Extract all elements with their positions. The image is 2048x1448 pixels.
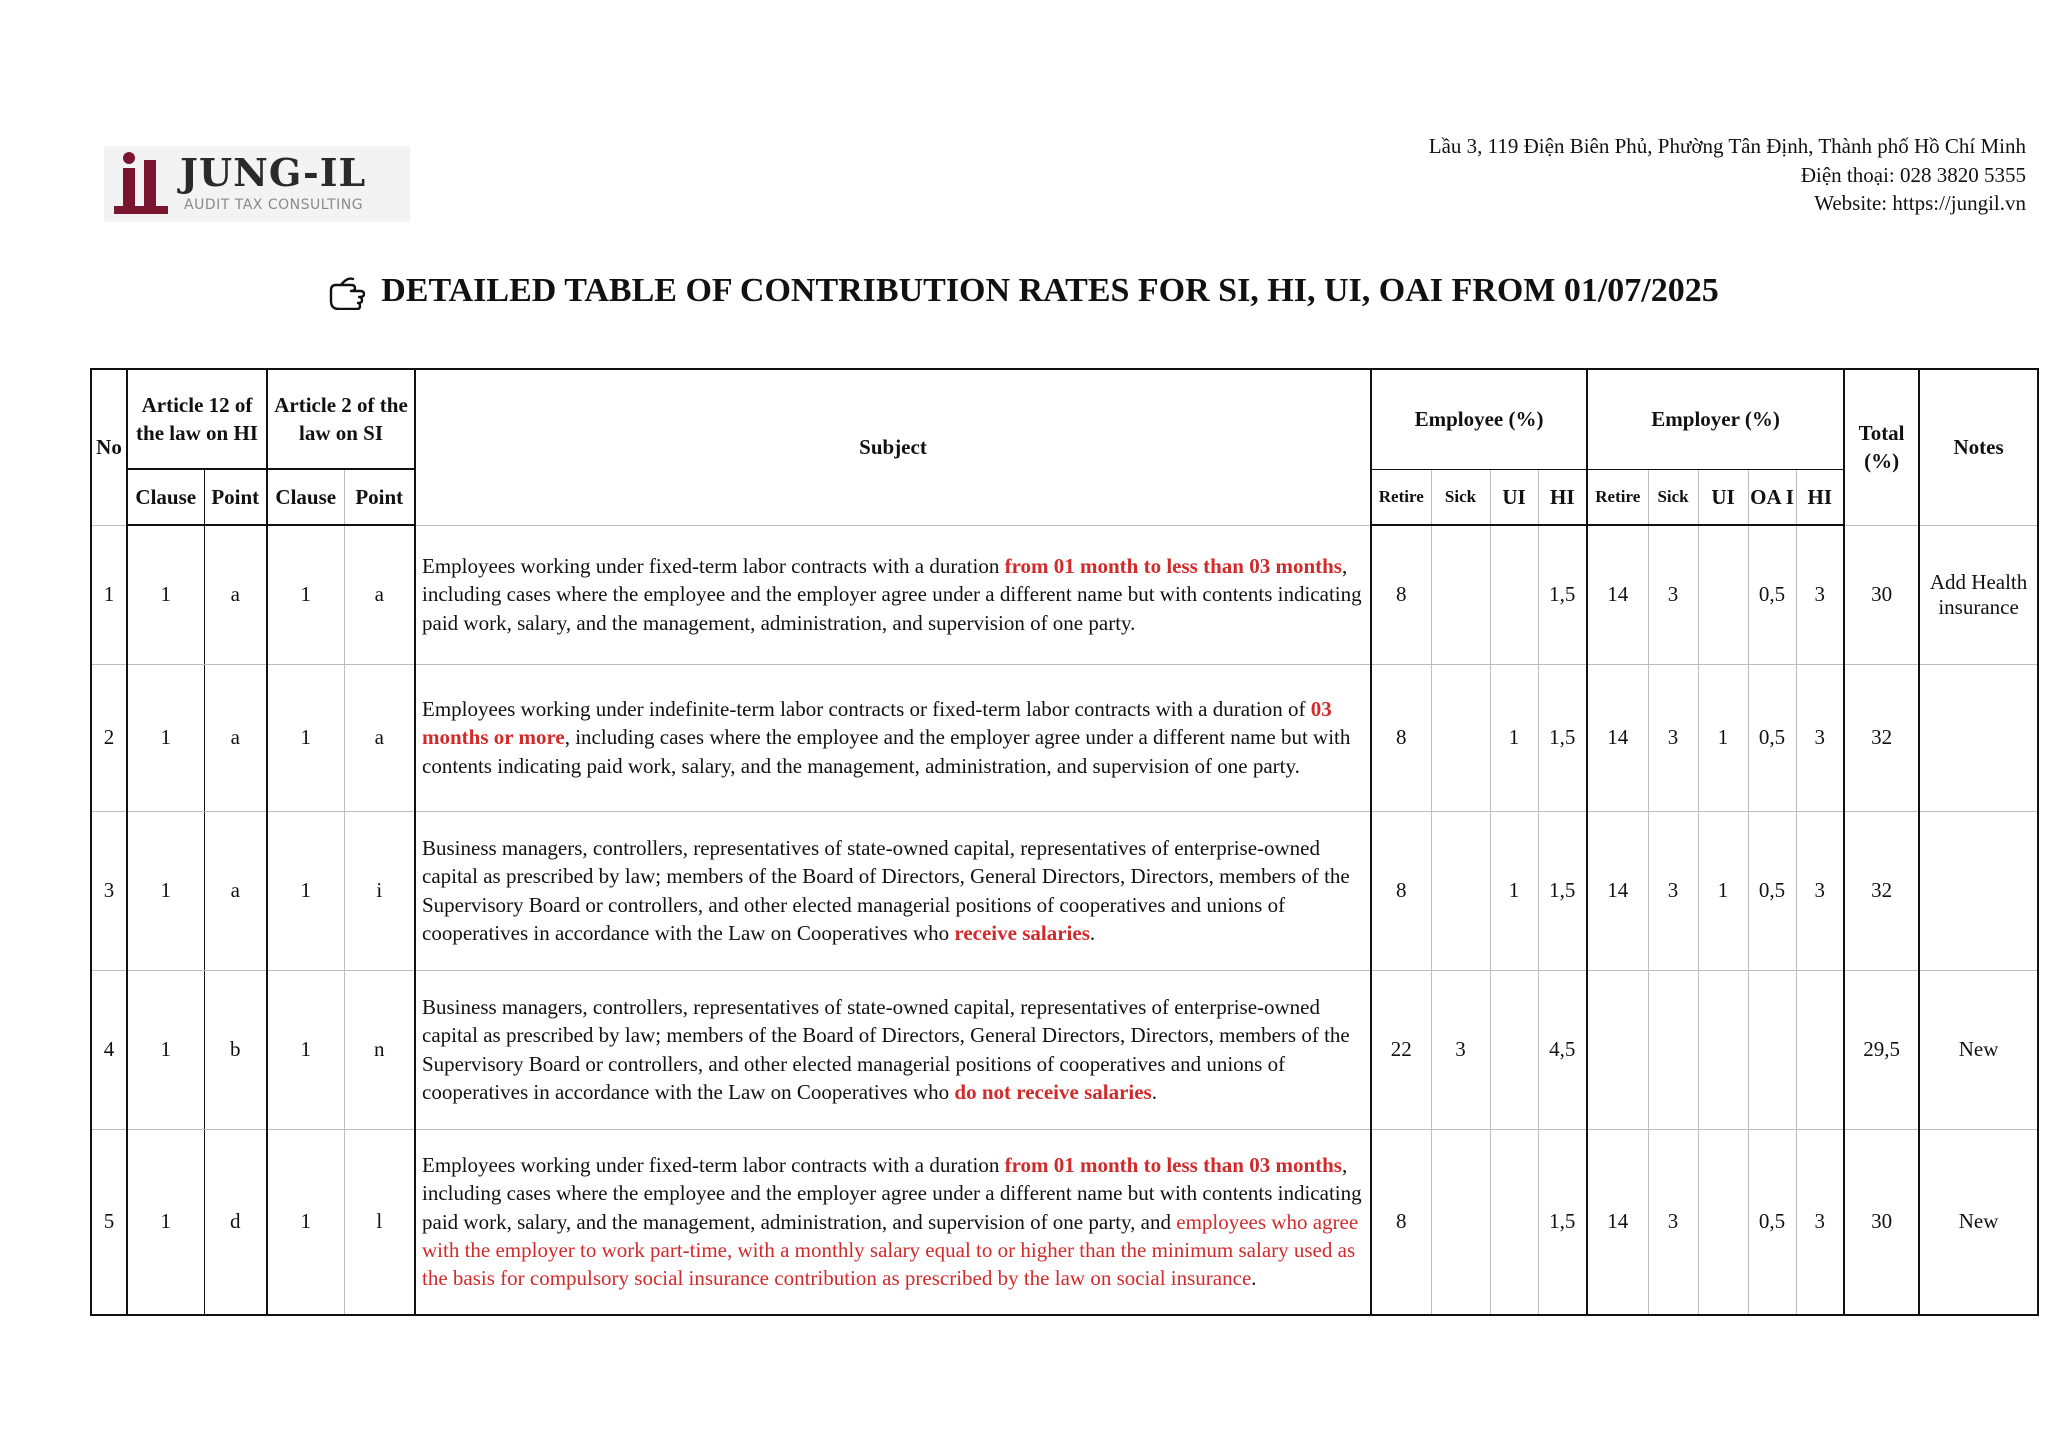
page-title-text: DETAILED TABLE OF CONTRIBUTION RATES FOR SI, HI, UI, OAI FROM 01/07/2025: [381, 272, 1719, 309]
cell-er-hi: 3: [1796, 664, 1844, 811]
cell-emp-hi: 4,5: [1538, 970, 1587, 1129]
cell-emp-hi: 1,5: [1538, 664, 1587, 811]
contact-block: [1429, 132, 2026, 218]
cell-notes: [1919, 664, 2038, 811]
cell-er-sick: 3: [1648, 525, 1698, 664]
header-emp-ui: UI: [1490, 469, 1538, 525]
table-row: [91, 970, 2038, 1129]
contribution-rates-table: [90, 368, 2039, 1316]
cell-subject: Employees working under indefinite-term labor contracts or fixed-term labor contracts with a duration of 03 months or more, including cases where the employee and the employer agree under a different name but with contents indicating paid work, salary, and the management, administration, and supervision of one party.: [415, 664, 1371, 811]
cell-emp-ui: [1490, 525, 1538, 664]
cell-hi-point: a: [204, 664, 267, 811]
cell-hi-clause: 1: [127, 811, 204, 970]
cell-si-point: n: [344, 970, 415, 1129]
header-article-si: Article 2 of the law on SI: [267, 369, 415, 469]
cell-notes: New: [1919, 970, 2038, 1129]
cell-total: 29,5: [1844, 970, 1919, 1129]
header-si-point: Point: [344, 469, 415, 525]
cell-hi-clause: 1: [127, 970, 204, 1129]
cell-si-point: i: [344, 811, 415, 970]
cell-subject: Employees working under fixed-term labor contracts with a duration from 01 month to less than 03 months, including cases where the employee and the employer agree under a different name but with contents indicating paid work, salary, and the management, administration, and supervision of one party, and employees who agree with the employer to work part-time, with a monthly salary equal to or higher than the minimum salary used as the basis for compulsory social insurance contribution as prescribed by the law on social insurance.: [415, 1129, 1371, 1315]
logo-name: JUNG-IL: [180, 150, 367, 195]
cell-si-point: l: [344, 1129, 415, 1315]
cell-er-ui: [1698, 525, 1748, 664]
cell-er-retire: 14: [1587, 811, 1648, 970]
cell-emp-hi: 1,5: [1538, 525, 1587, 664]
cell-er-ui: [1698, 1129, 1748, 1315]
cell-notes: [1919, 811, 2038, 970]
cell-si-clause: 1: [267, 525, 344, 664]
pointing-hand-icon: [329, 276, 369, 310]
cell-er-ui: 1: [1698, 811, 1748, 970]
page-title: [0, 266, 2048, 316]
table-row: [91, 664, 2038, 811]
header-er-oai: OA I: [1748, 469, 1796, 525]
header-no: No: [91, 369, 127, 525]
cell-emp-retire: 8: [1371, 1129, 1431, 1315]
cell-er-sick: 3: [1648, 664, 1698, 811]
cell-er-hi: 3: [1796, 811, 1844, 970]
cell-emp-ui: [1490, 1129, 1538, 1315]
cell-hi-clause: 1: [127, 1129, 204, 1315]
cell-er-ui: 1: [1698, 664, 1748, 811]
cell-emp-retire: 22: [1371, 970, 1431, 1129]
cell-si-clause: 1: [267, 811, 344, 970]
header-employee: Employee (%): [1371, 369, 1587, 469]
header-er-hi: HI: [1796, 469, 1844, 525]
cell-total: 32: [1844, 664, 1919, 811]
header-emp-sick: Sick: [1431, 469, 1490, 525]
table-row: [91, 811, 2038, 970]
header-notes: Notes: [1919, 369, 2038, 525]
cell-er-oai: 0,5: [1748, 1129, 1796, 1315]
cell-emp-retire: 8: [1371, 811, 1431, 970]
cell-total: 30: [1844, 525, 1919, 664]
header-er-sick: Sick: [1648, 469, 1698, 525]
company-logo: [104, 146, 410, 222]
cell-si-clause: 1: [267, 1129, 344, 1315]
cell-er-retire: [1587, 970, 1648, 1129]
cell-emp-hi: 1,5: [1538, 811, 1587, 970]
cell-er-hi: [1796, 970, 1844, 1129]
cell-emp-hi: 1,5: [1538, 1129, 1587, 1315]
cell-emp-sick: [1431, 525, 1490, 664]
cell-total: 30: [1844, 1129, 1919, 1315]
cell-emp-sick: 3: [1431, 970, 1490, 1129]
header-emp-retire: Retire: [1371, 469, 1431, 525]
cell-er-ui: [1698, 970, 1748, 1129]
cell-hi-clause: 1: [127, 525, 204, 664]
logo-tagline: AUDIT TAX CONSULTING: [184, 197, 364, 213]
cell-er-retire: 14: [1587, 525, 1648, 664]
cell-er-hi: 3: [1796, 1129, 1844, 1315]
company-phone: Điện thoại: 028 3820 5355: [1800, 162, 2026, 187]
cell-notes: New: [1919, 1129, 2038, 1315]
header-er-ui: UI: [1698, 469, 1748, 525]
cell-emp-retire: 8: [1371, 525, 1431, 664]
cell-emp-ui: 1: [1490, 664, 1538, 811]
cell-hi-point: b: [204, 970, 267, 1129]
cell-hi-clause: 1: [127, 664, 204, 811]
cell-no: 3: [91, 811, 127, 970]
header-hi-clause: Clause: [127, 469, 204, 525]
cell-hi-point: a: [204, 811, 267, 970]
cell-emp-sick: [1431, 1129, 1490, 1315]
cell-no: 1: [91, 525, 127, 664]
cell-no: 4: [91, 970, 127, 1129]
cell-si-clause: 1: [267, 970, 344, 1129]
header-si-clause: Clause: [267, 469, 344, 525]
cell-emp-ui: 1: [1490, 811, 1538, 970]
cell-er-oai: [1748, 970, 1796, 1129]
cell-er-oai: 0,5: [1748, 664, 1796, 811]
cell-er-retire: 14: [1587, 1129, 1648, 1315]
header-article-hi: Article 12 of the law on HI: [127, 369, 267, 469]
cell-si-point: a: [344, 525, 415, 664]
table-row: [91, 1129, 2038, 1315]
cell-er-sick: 3: [1648, 811, 1698, 970]
cell-emp-sick: [1431, 811, 1490, 970]
cell-subject: Employees working under fixed-term labor contracts with a duration from 01 month to less than 03 months, including cases where the employee and the employer agree under a different name but with contents indicating paid work, salary, and the management, administration, and supervision of one party.: [415, 525, 1371, 664]
table-row: [91, 525, 2038, 664]
header-emp-hi: HI: [1538, 469, 1587, 525]
cell-er-oai: 0,5: [1748, 525, 1796, 664]
header-employer: Employer (%): [1587, 369, 1844, 469]
cell-er-sick: 3: [1648, 1129, 1698, 1315]
cell-er-sick: [1648, 970, 1698, 1129]
cell-emp-sick: [1431, 664, 1490, 811]
cell-no: 5: [91, 1129, 127, 1315]
header-subject: Subject: [415, 369, 1371, 525]
header-hi-point: Point: [204, 469, 267, 525]
cell-er-retire: 14: [1587, 664, 1648, 811]
company-address: Lầu 3, 119 Điện Biên Phủ, Phường Tân Định, Thành phố Hồ Chí Minh: [1428, 134, 2026, 158]
cell-hi-point: d: [204, 1129, 267, 1315]
logo-jl-mark-icon: [112, 150, 170, 218]
header-total: Total (%): [1844, 369, 1919, 525]
cell-subject: Business managers, controllers, representatives of state-owned capital, representatives of enterprise-owned capital as prescribed by law; members of the Board of Directors, General Directors, Directors, members of the Supervisory Board or controllers, and other elected managerial positions of cooperatives and unions of cooperatives in accordance with the Law on Cooperatives who do not receive salaries.: [415, 970, 1371, 1129]
company-website: Website: https://jungil.vn: [1814, 191, 2026, 215]
cell-no: 2: [91, 664, 127, 811]
cell-emp-retire: 8: [1371, 664, 1431, 811]
cell-er-oai: 0,5: [1748, 811, 1796, 970]
cell-hi-point: a: [204, 525, 267, 664]
cell-si-clause: 1: [267, 664, 344, 811]
cell-emp-ui: [1490, 970, 1538, 1129]
cell-total: 32: [1844, 811, 1919, 970]
cell-er-hi: 3: [1796, 525, 1844, 664]
header-er-retire: Retire: [1587, 469, 1648, 525]
cell-si-point: a: [344, 664, 415, 811]
cell-notes: Add Health insurance: [1919, 525, 2038, 664]
cell-subject: Business managers, controllers, representatives of state-owned capital, representatives of enterprise-owned capital as prescribed by law; members of the Board of Directors, General Directors, Directors, members of the Supervisory Board or controllers, and other elected managerial positions of cooperatives and unions of cooperatives in accordance with the Law on Cooperatives who receive salaries.: [415, 811, 1371, 970]
